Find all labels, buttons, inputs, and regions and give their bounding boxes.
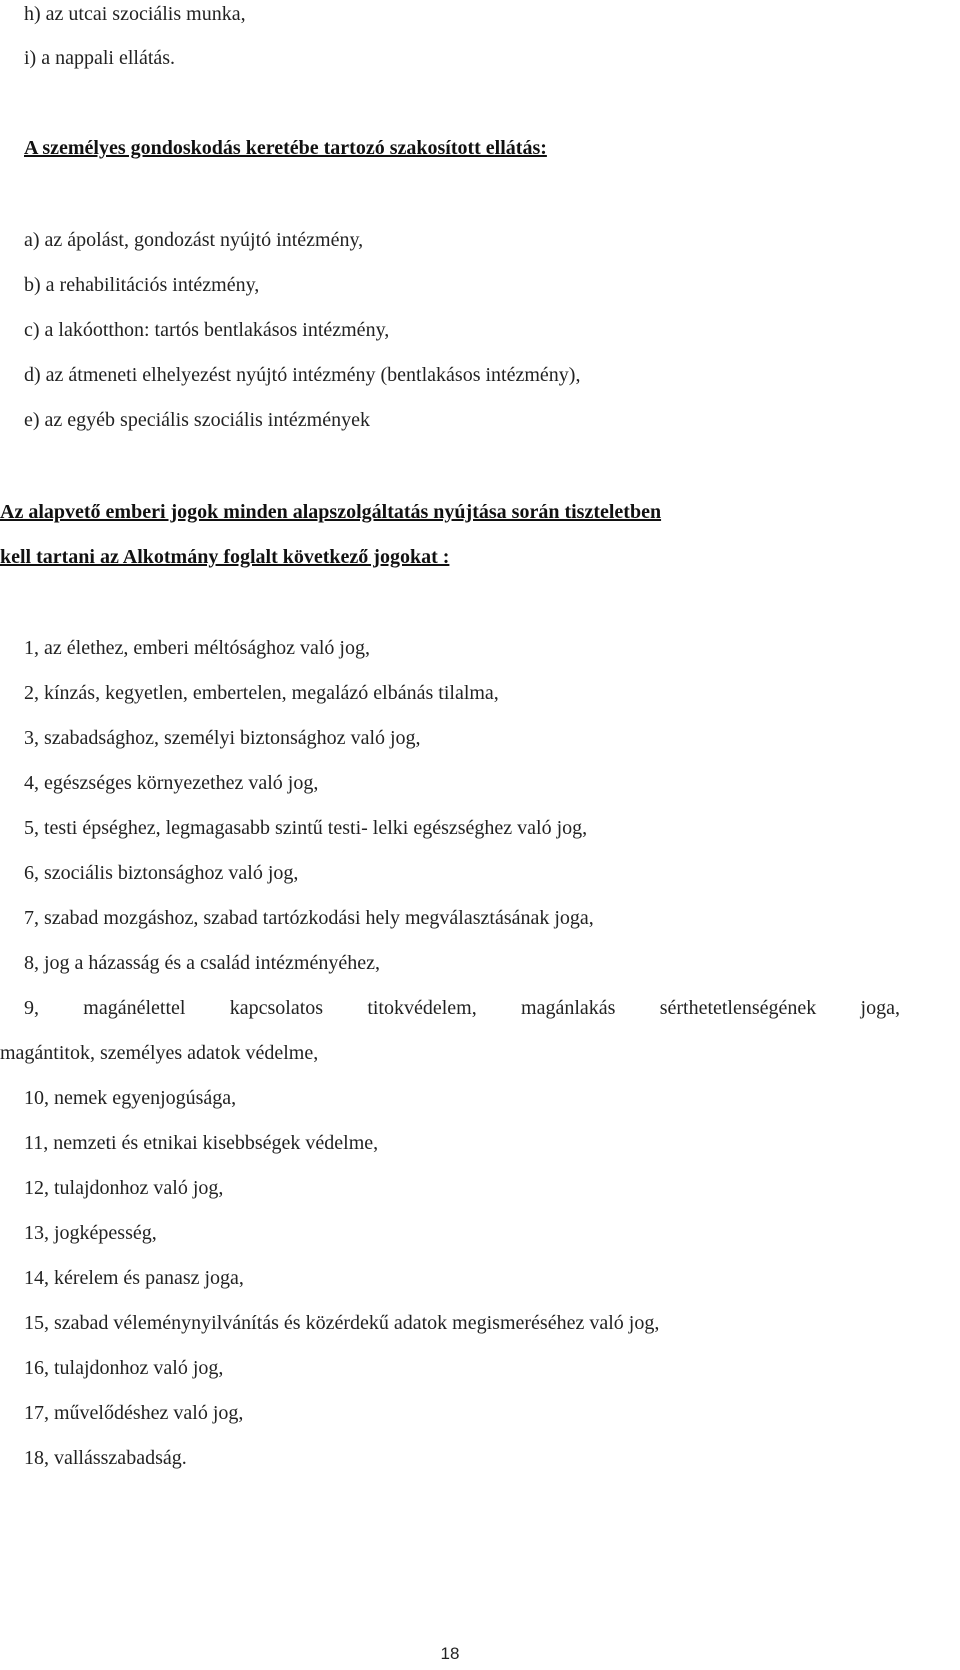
list-item: 5, testi épséghez, legmagasabb szintű testi- lelki egészséghez való jog, [24,817,588,839]
list-line-i: i) a nappali ellátás. [24,47,176,69]
list-item: 2, kínzás, kegyetlen, embertelen, megalázó elbánás tilalma, [24,682,499,704]
list-item: 1, az élethez, emberi méltósághoz való jog, [24,637,370,659]
list-item: d) az átmeneti elhelyezést nyújtó intézmény (bentlakásos intézmény), [24,364,581,386]
section-heading-rights-line1: Az alapvető emberi jogok minden alapszolgáltatás nyújtása során tiszteletben [0,501,662,523]
list-line-h: h) az utcai szociális munka, [24,3,246,25]
list-item: 9, magánélettel kapcsolatos titokvédelem, magánlakás sérthetetlenségének joga, [24,997,900,1019]
list-item: 8, jog a házasság és a család intézményéhez, [24,952,380,974]
list-item-continuation: magántitok, személyes adatok védelme, [0,1042,319,1064]
list-item: 3, szabadsághoz, személyi biztonsághoz való jog, [24,727,421,749]
list-item: 14, kérelem és panasz joga, [24,1267,244,1289]
section-heading-rights-line2: kell tartani az Alkotmány foglalt következő jogokat : [0,546,450,568]
list-item: e) az egyéb speciális szociális intézmények [24,409,370,431]
page-number: 18 [440,1644,460,1663]
list-item: 16, tulajdonhoz való jog, [24,1357,224,1379]
list-item: 10, nemek egyenjogúsága, [24,1087,237,1109]
list-item: 4, egészséges környezethez való jog, [24,772,319,794]
list-item: 12, tulajdonhoz való jog, [24,1177,224,1199]
list-item: 6, szociális biztonsághoz való jog, [24,862,299,884]
list-item: 15, szabad véleménynyilvánítás és közérdekű adatok megismeréséhez való jog, [24,1312,660,1334]
list-item: c) a lakóotthon: tartós bentlakásos intézmény, [24,319,390,341]
list-item: 18, vallásszabadság. [24,1447,187,1469]
list-item: 17, művelődéshez való jog, [24,1402,244,1424]
list-item: a) az ápolást, gondozást nyújtó intézmény, [24,229,364,251]
section-heading-specialized: A személyes gondoskodás keretébe tartozó szakosított ellátás: [24,137,547,159]
list-item: 7, szabad mozgáshoz, szabad tartózkodási hely megválasztásának joga, [24,907,594,929]
list-item: b) a rehabilitációs intézmény, [24,274,260,296]
list-item: 13, jogképesség, [24,1222,157,1244]
list-item: 11, nemzeti és etnikai kisebbségek védelme, [24,1132,379,1154]
